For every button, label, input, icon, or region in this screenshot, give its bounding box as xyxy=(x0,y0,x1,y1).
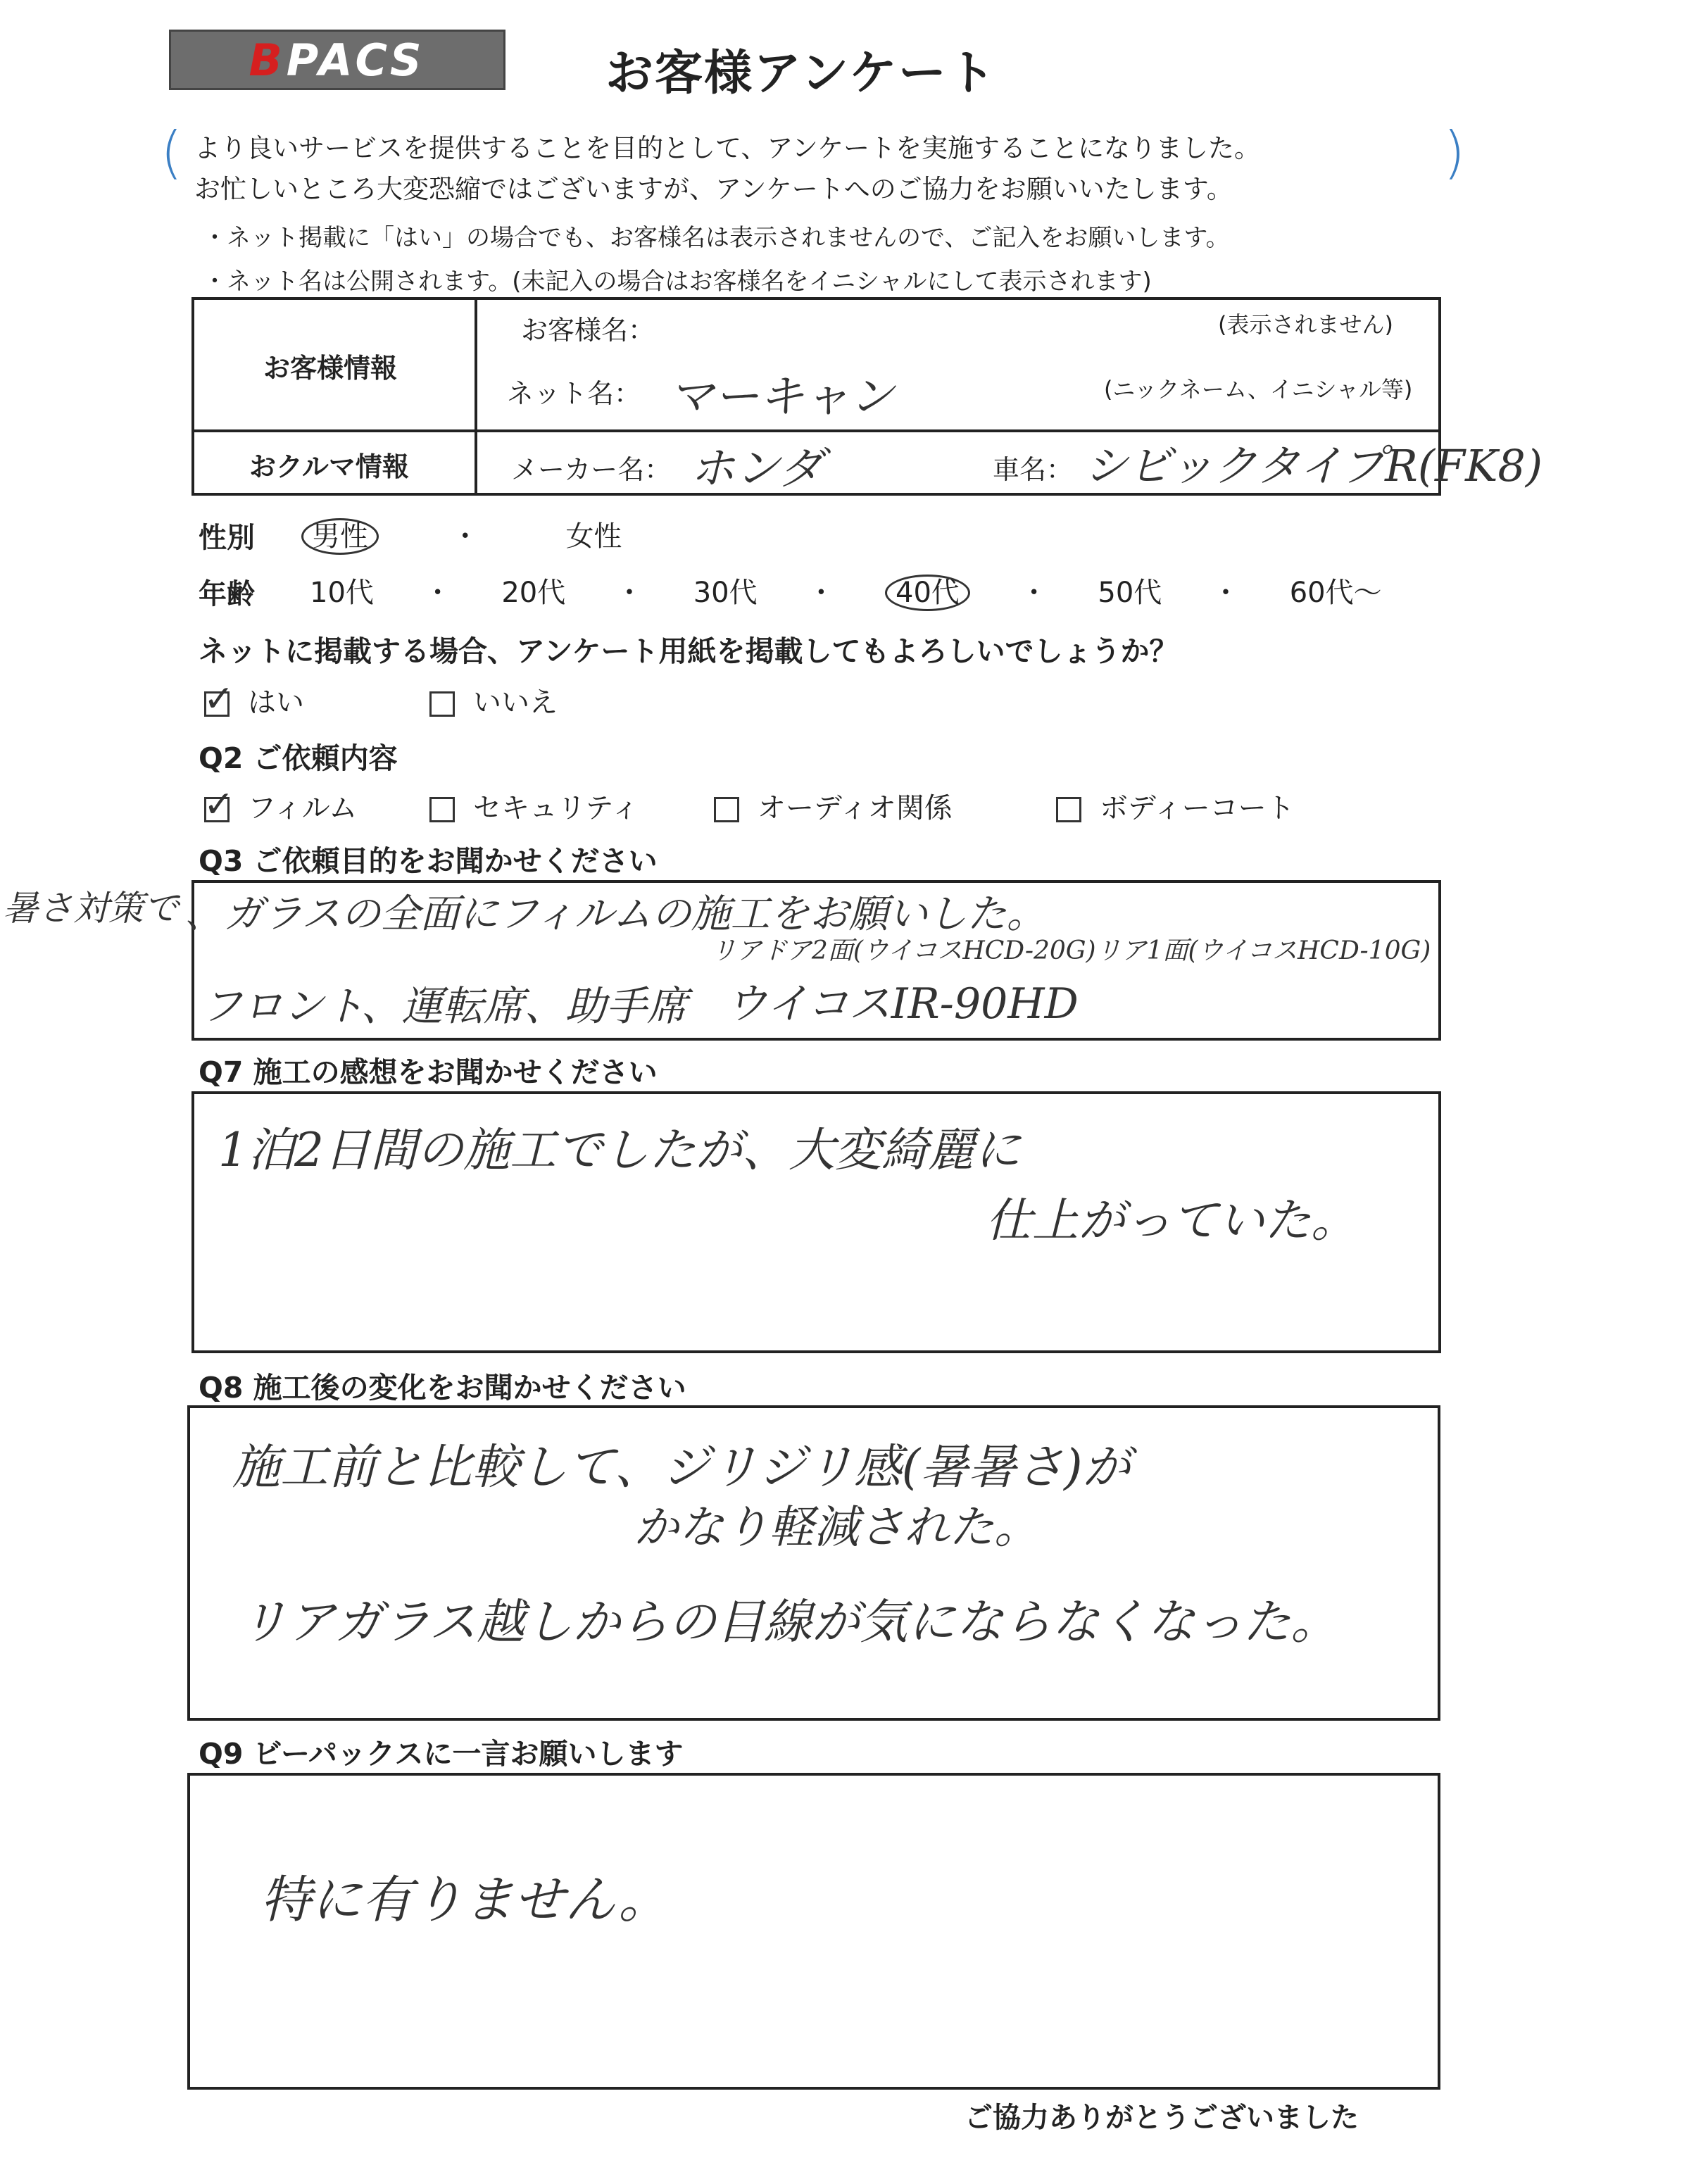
q3-answer-line-2a: フロント、運転席、助手席 xyxy=(201,982,688,1030)
car-name-value[interactable]: シビックタイプR(FK8) xyxy=(1084,440,1543,491)
customer-name-label: お客様名： xyxy=(521,315,655,346)
age-separator: ・ xyxy=(423,577,452,609)
age-option-30s[interactable]: 30代 xyxy=(693,577,758,609)
q7-answer-line-1: 1泊2日間の施工でしたが、大変綺麗に xyxy=(218,1123,1021,1177)
publish-no-label: いいえ xyxy=(473,686,558,719)
publish-no[interactable] xyxy=(429,680,558,720)
q9-question: Q9 ビーパックスに一言お願いします xyxy=(199,1737,684,1771)
publish-no-checkbox[interactable] xyxy=(429,691,455,717)
q3-margin-note: 暑さ対策で xyxy=(3,888,179,929)
net-name-value[interactable]: マーキャン xyxy=(669,371,894,423)
thanks-footer: ご協力ありがとうございました xyxy=(965,2102,1359,2134)
q2-film-checkbox[interactable] xyxy=(204,797,230,822)
q2-security-label: セキュリティ xyxy=(473,792,639,824)
q7-answer-line-2: 仕上がっていた。 xyxy=(986,1193,1357,1248)
gender-option-female[interactable]: 女性 xyxy=(565,520,622,553)
q8-answer-line-2: かなり軽減された。 xyxy=(634,1502,1039,1554)
right-bracket: ) xyxy=(1443,120,1466,185)
customer-section-label: お客様情報 xyxy=(263,353,398,384)
gender-option-male[interactable]: 男性 xyxy=(301,518,379,555)
q2-bodycoat-checkbox[interactable] xyxy=(1056,797,1081,822)
maker-label: メーカー名： xyxy=(511,454,672,485)
q2-option-audio[interactable] xyxy=(714,786,953,826)
q2-bodycoat-label: ボディーコート xyxy=(1100,792,1295,824)
customer-name-note: (表示されません) xyxy=(1218,311,1393,338)
note-2: ・ネット名は公開されます。(未記入の場合はお客様名をイニシャルにして表示されます) xyxy=(203,268,1152,296)
car-name-label: 車名： xyxy=(993,454,1074,485)
table-divider-vertical xyxy=(475,297,477,496)
age-option-60s-plus[interactable]: 60代〜 xyxy=(1289,577,1382,609)
net-name-label: ネット名： xyxy=(507,378,641,409)
page-title: お客様アンケート xyxy=(605,46,997,101)
publish-question: ネットに掲載する場合、アンケート用紙を掲載してもよろしいでしょうか？ xyxy=(199,634,1179,668)
q8-answer-line-1: 施工前と比較して、ジリジリ感(暑暑さ)が xyxy=(232,1440,1131,1495)
age-option-10s[interactable]: 10代 xyxy=(310,577,374,609)
publish-yes[interactable] xyxy=(204,680,304,720)
q2-audio-checkbox[interactable] xyxy=(714,797,739,822)
age-options[interactable] xyxy=(310,570,1382,610)
age-label: 年齢 xyxy=(199,578,255,610)
intro-line-1: より良いサービスを提供することを目的として、アンケートを実施することになりました。 xyxy=(194,133,1261,163)
q9-answer-line-1: 特に有りません。 xyxy=(260,1870,670,1929)
q3-answer-line-2-top: リアドア2面(ウイコスHCD-20G)リア1面(ウイコスHCD-10G) xyxy=(711,936,1431,965)
car-section-label: おクルマ情報 xyxy=(249,451,409,482)
age-option-40s[interactable]: 40代 xyxy=(885,575,970,611)
q3-answer-line-2b: ウイコスIR-90HD xyxy=(725,979,1079,1029)
q2-question: Q2 ご依頼内容 xyxy=(199,741,398,775)
gender-options[interactable] xyxy=(301,514,622,554)
age-option-50s[interactable]: 50代 xyxy=(1098,577,1162,609)
q2-option-bodycoat[interactable] xyxy=(1056,786,1295,826)
q8-answer-line-3: リアガラス越しからの目線が気にならなくなった。 xyxy=(239,1595,1339,1650)
q7-question: Q7 施工の感想をお聞かせください xyxy=(199,1055,658,1089)
net-name-note: (ニックネーム、イニシャル等) xyxy=(1104,376,1413,403)
note-1: ・ネット掲載に「はい」の場合でも、お客様名は表示されませんので、ご記入をお願いします。 xyxy=(203,224,1230,252)
q2-security-checkbox[interactable] xyxy=(429,797,455,822)
intro-line-2: お忙しいところ大変恐縮ではございますが、アンケートへのご協力をお願いいたします。 xyxy=(194,174,1233,204)
left-bracket: ( xyxy=(161,120,183,185)
q2-option-security[interactable] xyxy=(429,786,639,826)
gender-separator: ・ xyxy=(451,520,479,553)
q3-question: Q3 ご依頼目的をお聞かせください xyxy=(199,844,658,878)
age-option-20s[interactable]: 20代 xyxy=(501,577,566,609)
bpacs-logo xyxy=(169,30,505,90)
maker-value[interactable]: ホンダ xyxy=(690,443,824,495)
logo-prefix: B xyxy=(249,34,287,86)
age-separator: ・ xyxy=(615,577,643,609)
q2-option-film[interactable] xyxy=(204,786,357,826)
age-separator: ・ xyxy=(807,577,836,609)
q8-question: Q8 施工後の変化をお聞かせください xyxy=(199,1371,686,1405)
q2-audio-label: オーディオ関係 xyxy=(758,792,953,824)
logo-text: PACS xyxy=(286,34,426,86)
age-separator: ・ xyxy=(1212,577,1240,609)
q3-answer-line-1: 、ガラスの全面にフィルムの施工をお願いした。 xyxy=(184,891,1046,937)
publish-yes-checkbox[interactable] xyxy=(204,691,230,717)
age-separator: ・ xyxy=(1019,577,1048,609)
publish-yes-label: はい xyxy=(248,686,304,719)
gender-label: 性別 xyxy=(199,522,255,554)
q2-film-label: フィルム xyxy=(248,792,358,824)
